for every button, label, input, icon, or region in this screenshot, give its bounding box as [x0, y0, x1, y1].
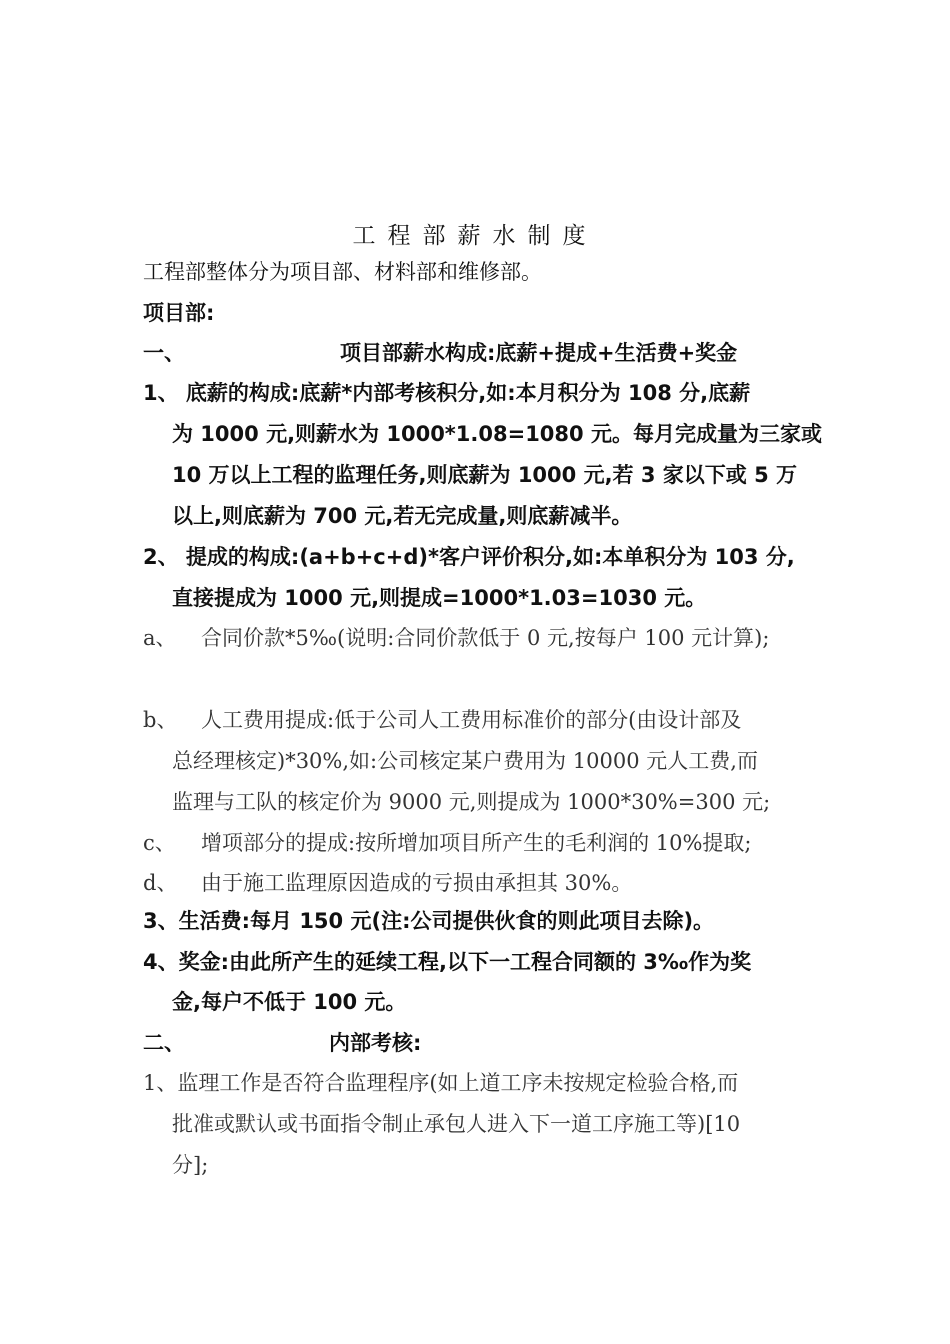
intro-paragraph: 工程部整体分为项目部、材料部和维修部。	[143, 260, 542, 284]
review1-line3: 分];	[172, 1153, 209, 1177]
heading-one-number: 一、	[143, 341, 185, 365]
review1-line2: 批准或默认或书面指令制止承包人进入下一道工序施工等)[10	[172, 1112, 741, 1136]
sub-b-line1: 人工费用提成:低于公司人工费用标准价的部分(由设计部及	[201, 708, 742, 732]
item3: 3、生活费:每月 150 元(注:公司提供伙食的则此项目去除)。	[143, 909, 715, 933]
heading-one-text: 项目部薪水构成:底薪+提成+生活费+奖金	[340, 341, 738, 365]
sub-a-text: 合同价款*5‰(说明:合同价款低于 0 元,按每户 100 元计算);	[201, 626, 770, 650]
sub-b-line3: 监理与工队的核定价为 9000 元,则提成为 1000*30%=300 元;	[172, 790, 771, 814]
item4-line2: 金,每户不低于 100 元。	[172, 990, 407, 1014]
item1-line4: 以上,则底薪为 700 元,若无完成量,则底薪减半。	[172, 504, 633, 528]
sub-b-line2: 总经理核定)*30%,如:公司核定某户费用为 10000 元人工费,而	[172, 749, 758, 773]
item1-line1: 1、 底薪的构成:底薪*内部考核积分,如:本月积分为 108 分,底薪	[143, 381, 751, 405]
sub-c-label: c、	[143, 831, 176, 855]
item2-line2: 直接提成为 1000 元,则提成=1000*1.03=1030 元。	[172, 586, 707, 610]
review1-line1: 1、监理工作是否符合监理程序(如上道工序未按规定检验合格,而	[143, 1071, 739, 1095]
document-title: 工程部薪水制度	[352, 223, 598, 249]
sub-d-text: 由于施工监理原因造成的亏损由承担其 30%。	[201, 871, 633, 895]
sub-a-label: a、	[143, 626, 177, 650]
item4-line1: 4、奖金:由此所产生的延续工程,以下一工程合同额的 3‰作为奖	[143, 950, 752, 974]
item2-line1: 2、 提成的构成:(a+b+c+d)*客户评价积分,如:本单积分为 103 分,	[143, 545, 795, 569]
sub-b-label: b、	[143, 708, 178, 732]
section-project-label: 项目部:	[143, 301, 215, 325]
item1-line3: 10 万以上工程的监理任务,则底薪为 1000 元,若 3 家以下或 5 万	[172, 463, 798, 487]
item1-line2: 为 1000 元,则薪水为 1000*1.08=1080 元。每月完成量为三家或	[172, 422, 822, 446]
heading-two-text: 内部考核:	[329, 1031, 422, 1055]
sub-c-text: 增项部分的提成:按所增加项目所产生的毛利润的 10%提取;	[201, 831, 752, 855]
heading-two-number: 二、	[143, 1031, 185, 1055]
sub-d-label: d、	[143, 871, 178, 895]
